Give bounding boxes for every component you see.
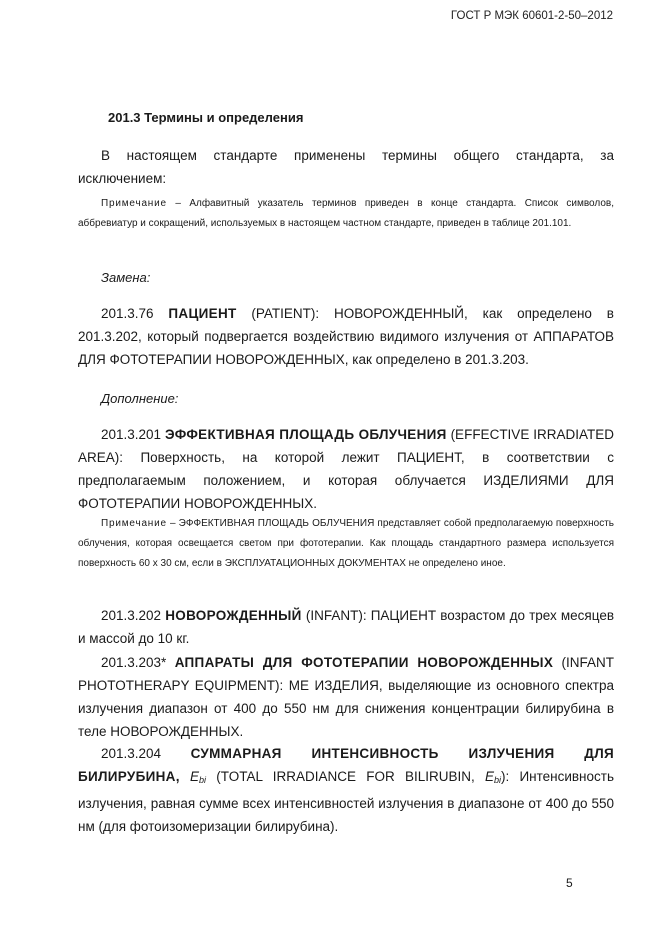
term-201-3-202 <box>78 604 614 650</box>
term-201-3-203 <box>78 651 614 743</box>
note-1-text: Алфавитный указатель терминов приведен в конце стандарта. Список символов, аббревиатур и сокращений, используемых в настоящем частном стандарте, приведен в таблице 201.101. <box>78 198 614 229</box>
note-1-label: Примечание <box>101 198 167 209</box>
term-definition: (EFFECTIVE IRRADIATED AREA): Поверхность, на которой лежит ПАЦИЕНТ, в соответствии с предполагаемым положением, и которая облучается ИЗДЕЛИЯМИ ДЛЯ ФОТОТЕРАПИИ НОВОРОЖДЕННЫХ. <box>78 427 614 511</box>
term-number: 201.3.203* <box>101 655 175 670</box>
term-201-3-201 <box>78 423 614 515</box>
term-name: СУММАРНАЯ ИНТЕНСИВНОСТЬ ИЗЛУЧЕНИЯ ДЛЯ БИЛИРУБИНА, <box>78 746 614 784</box>
term-definition-b: ): Интенсивность излучения, равная сумме всех интенсивностей излучения в диапазоне от 400 до 550 нм (для фотоизомеризации билирубина). <box>78 769 614 834</box>
page-number: 5 <box>566 876 573 890</box>
term-201-3-204 <box>78 742 614 838</box>
term-number: 201.3.204 <box>101 746 191 761</box>
note-1: Примечание – Алфавитный указатель терминов приведен в конце стандарта. Список символов, аббревиатур и сокращений, используемых в настоящем частном стандарте, приведен в таблице 201.101. <box>78 198 614 229</box>
symbol-subscript: bi <box>199 775 207 785</box>
note-2-text: ЭФФЕКТИВНАЯ ПЛОЩАДЬ ОБЛУЧЕНИЯ представляет собой предполагаемую поверхность облучения, которая освещается светом при фототерапии. Как площадь стандартного размера используется поверхность 60 х 30 см, если в ЭКСПЛУАТАЦИОННЫХ ДОКУМЕНТАХ не определено иное. <box>78 518 614 569</box>
term-definition: (INFANT PHOTOTHERAPY EQUIPMENT): МЕ ИЗДЕЛИЯ, выделяющие из основного спектра излучения диапазон от 400 до 550 нм для снижения концентрации билирубина в теле НОВОРОЖДЕННЫХ. <box>78 655 614 739</box>
term-name: ПАЦИЕНТ <box>168 306 237 321</box>
addition-label: Дополнение: <box>101 391 179 406</box>
term-definition-a: (TOTAL IRRADIANCE FOR BILIRUBIN, <box>206 769 485 784</box>
section-title: 201.3 Термины и определения <box>108 110 304 125</box>
term-definition: (INFANT): ПАЦИЕНТ возрастом до трех месяцев и массой до 10 кг. <box>78 608 615 646</box>
term-name: НОВОРОЖДЕННЫЙ <box>165 608 302 623</box>
replacement-label: Замена: <box>101 270 151 285</box>
symbol-subscript: bi <box>493 775 501 785</box>
term-definition: (PATIENT): НОВОРОЖДЕННЫЙ, как определено в 201.3.202, который подвергается воздействию видимого излучения от АППАРАТОВ ДЛЯ ФОТОТЕРАПИИ НОВОРОЖДЕННЫХ, как определено в 201.3.203. <box>78 306 614 367</box>
term-number: 201.3.202 <box>101 608 166 623</box>
note-2-label: Примечание <box>101 518 167 529</box>
document-header: ГОСТ Р МЭК 60601-2-50–2012 <box>450 10 613 22</box>
intro-paragraph: В настоящем стандарте применены термины общего стандарта, за исключением: <box>78 148 614 186</box>
symbol-e: E <box>190 769 200 784</box>
term-number: 201.3.76 <box>101 306 169 321</box>
symbol-e: E <box>484 769 494 784</box>
term-name: ЭФФЕКТИВНАЯ ПЛОЩАДЬ ОБЛУЧЕНИЯ <box>164 427 447 442</box>
note-2: Примечание – ЭФФЕКТИВНАЯ ПЛОЩАДЬ ОБЛУЧЕНИЯ представляет собой предполагаемую поверхность облучения, которая освещается светом при фототерапии. Как площадь стандартного размера используется поверхность 60 х 30 см, если в ЭКСПЛУАТАЦИОННЫХ ДОКУМЕНТАХ не определено иное. <box>78 518 614 569</box>
term-number: 201.3.201 <box>101 427 165 442</box>
term-name: АППАРАТЫ ДЛЯ ФОТОТЕРАПИИ НОВОРОЖДЕННЫХ <box>174 655 554 670</box>
term-201-3-76 <box>78 302 614 371</box>
